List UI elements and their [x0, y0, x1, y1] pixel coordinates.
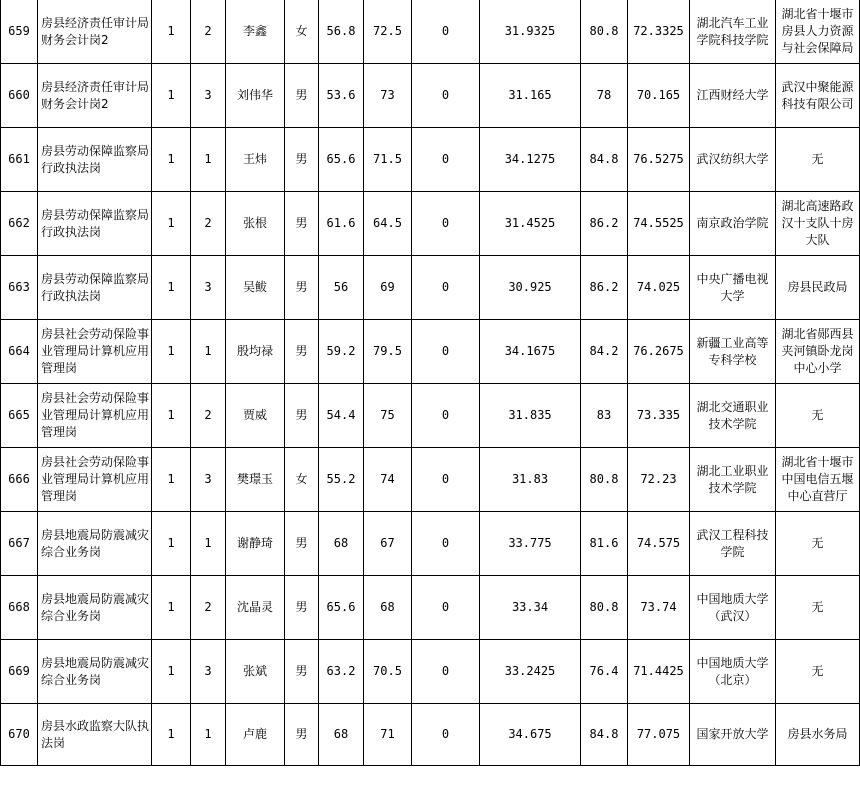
- written-score-cell: 56.8: [319, 0, 364, 64]
- table-row: [1, 704, 860, 766]
- rank-cell: 3: [191, 256, 226, 320]
- total-score-cell: 72.3325: [628, 0, 690, 64]
- position-cell: 房县经济责任审计局财务会计岗2: [38, 64, 152, 128]
- school-cell: 武汉纺织大学: [690, 128, 776, 192]
- total-score-cell: 73.335: [628, 384, 690, 448]
- workplace-cell: 无: [776, 576, 860, 640]
- gender-cell: 男: [285, 384, 319, 448]
- weighted-score-cell: 31.4525: [480, 192, 581, 256]
- rank-cell: 3: [191, 64, 226, 128]
- candidate-name-cell: 刘伟华: [226, 64, 285, 128]
- results-table-body: [1, 0, 860, 766]
- exam-score-cell: 84.2: [581, 320, 628, 384]
- rank-cell: 1: [191, 512, 226, 576]
- bonus-score-cell: 0: [412, 512, 480, 576]
- candidate-name-cell: 谢静琦: [226, 512, 285, 576]
- exam-score-cell: 80.8: [581, 0, 628, 64]
- position-cell: 房县劳动保障监察局行政执法岗: [38, 128, 152, 192]
- row-number: 667: [1, 512, 38, 576]
- quota-cell: 1: [152, 448, 191, 512]
- written-score-cell: 55.2: [319, 448, 364, 512]
- bonus-score-cell: 0: [412, 576, 480, 640]
- row-number: 666: [1, 448, 38, 512]
- candidate-name-cell: 张根: [226, 192, 285, 256]
- workplace-cell: 无: [776, 512, 860, 576]
- row-number: 661: [1, 128, 38, 192]
- exam-score-cell: 84.8: [581, 128, 628, 192]
- table-row: [1, 640, 860, 704]
- school-cell: 中国地质大学（北京）: [690, 640, 776, 704]
- rank-cell: 2: [191, 0, 226, 64]
- exam-score-cell: 86.2: [581, 192, 628, 256]
- rank-cell: 1: [191, 128, 226, 192]
- position-cell: 房县社会劳动保险事业管理局计算机应用管理岗: [38, 384, 152, 448]
- weighted-score-cell: 31.165: [480, 64, 581, 128]
- bonus-score-cell: 0: [412, 384, 480, 448]
- gender-cell: 男: [285, 128, 319, 192]
- total-score-cell: 74.575: [628, 512, 690, 576]
- candidate-name-cell: 吴鲅: [226, 256, 285, 320]
- gender-cell: 男: [285, 576, 319, 640]
- bonus-score-cell: 0: [412, 256, 480, 320]
- rank-cell: 1: [191, 704, 226, 766]
- exam-score-cell: 80.8: [581, 576, 628, 640]
- total-score-cell: 71.4425: [628, 640, 690, 704]
- candidate-name-cell: 张斌: [226, 640, 285, 704]
- row-number: 664: [1, 320, 38, 384]
- candidate-name-cell: 卢鹿: [226, 704, 285, 766]
- quota-cell: 1: [152, 320, 191, 384]
- gender-cell: 男: [285, 640, 319, 704]
- rank-cell: 2: [191, 576, 226, 640]
- table-row: [1, 384, 860, 448]
- row-number: 669: [1, 640, 38, 704]
- weighted-score-cell: 33.34: [480, 576, 581, 640]
- candidate-name-cell: 王炜: [226, 128, 285, 192]
- gender-cell: 男: [285, 512, 319, 576]
- workplace-cell: 房县水务局: [776, 704, 860, 766]
- exam-score-cell: 83: [581, 384, 628, 448]
- position-cell: 房县地震局防震减灾综合业务岗: [38, 576, 152, 640]
- row-number: 670: [1, 704, 38, 766]
- school-cell: 江西财经大学: [690, 64, 776, 128]
- school-cell: 南京政治学院: [690, 192, 776, 256]
- exam-score-cell: 86.2: [581, 256, 628, 320]
- written-score-cell: 61.6: [319, 192, 364, 256]
- bonus-score-cell: 0: [412, 0, 480, 64]
- written-score-cell: 65.6: [319, 576, 364, 640]
- table-row: [1, 192, 860, 256]
- quota-cell: 1: [152, 64, 191, 128]
- school-cell: 湖北汽车工业学院科技学院: [690, 0, 776, 64]
- candidate-name-cell: 殷均禄: [226, 320, 285, 384]
- rank-cell: 2: [191, 192, 226, 256]
- school-cell: 国家开放大学: [690, 704, 776, 766]
- bonus-score-cell: 0: [412, 448, 480, 512]
- gender-cell: 男: [285, 320, 319, 384]
- row-number: 665: [1, 384, 38, 448]
- bonus-score-cell: 0: [412, 192, 480, 256]
- table-row: [1, 256, 860, 320]
- quota-cell: 1: [152, 256, 191, 320]
- position-cell: 房县社会劳动保险事业管理局计算机应用管理岗: [38, 448, 152, 512]
- written-score-cell: 65.6: [319, 128, 364, 192]
- total-score-cell: 77.075: [628, 704, 690, 766]
- weighted-score-cell: 31.83: [480, 448, 581, 512]
- position-cell: 房县地震局防震减灾综合业务岗: [38, 640, 152, 704]
- table-row: [1, 64, 860, 128]
- row-number: 659: [1, 0, 38, 64]
- workplace-cell: 无: [776, 384, 860, 448]
- exam-score-cell: 80.8: [581, 448, 628, 512]
- bonus-score-cell: 0: [412, 640, 480, 704]
- written-score-cell: 56: [319, 256, 364, 320]
- bonus-score-cell: 0: [412, 704, 480, 766]
- total-score-cell: 70.165: [628, 64, 690, 128]
- workplace-cell: 房县民政局: [776, 256, 860, 320]
- interview-score-cell: 75: [364, 384, 412, 448]
- table-row: [1, 448, 860, 512]
- gender-cell: 男: [285, 256, 319, 320]
- row-number: 668: [1, 576, 38, 640]
- exam-score-cell: 84.8: [581, 704, 628, 766]
- weighted-score-cell: 34.1675: [480, 320, 581, 384]
- written-score-cell: 63.2: [319, 640, 364, 704]
- table-row: [1, 512, 860, 576]
- weighted-score-cell: 31.835: [480, 384, 581, 448]
- row-number: 663: [1, 256, 38, 320]
- table-row: [1, 320, 860, 384]
- interview-score-cell: 64.5: [364, 192, 412, 256]
- school-cell: 中央广播电视大学: [690, 256, 776, 320]
- written-score-cell: 68: [319, 512, 364, 576]
- quota-cell: 1: [152, 512, 191, 576]
- candidate-name-cell: 贾威: [226, 384, 285, 448]
- workplace-cell: 无: [776, 128, 860, 192]
- exam-score-cell: 81.6: [581, 512, 628, 576]
- position-cell: 房县地震局防震减灾综合业务岗: [38, 512, 152, 576]
- gender-cell: 女: [285, 0, 319, 64]
- total-score-cell: 74.5525: [628, 192, 690, 256]
- school-cell: 武汉工程科技学院: [690, 512, 776, 576]
- weighted-score-cell: 30.925: [480, 256, 581, 320]
- school-cell: 中国地质大学（武汉）: [690, 576, 776, 640]
- candidate-name-cell: 李鑫: [226, 0, 285, 64]
- interview-score-cell: 69: [364, 256, 412, 320]
- school-cell: 湖北交通职业技术学院: [690, 384, 776, 448]
- written-score-cell: 59.2: [319, 320, 364, 384]
- gender-cell: 男: [285, 704, 319, 766]
- interview-score-cell: 71: [364, 704, 412, 766]
- written-score-cell: 53.6: [319, 64, 364, 128]
- bonus-score-cell: 0: [412, 320, 480, 384]
- quota-cell: 1: [152, 640, 191, 704]
- position-cell: 房县社会劳动保险事业管理局计算机应用管理岗: [38, 320, 152, 384]
- interview-score-cell: 70.5: [364, 640, 412, 704]
- position-cell: 房县水政监察大队执法岗: [38, 704, 152, 766]
- rank-cell: 3: [191, 448, 226, 512]
- quota-cell: 1: [152, 192, 191, 256]
- gender-cell: 男: [285, 64, 319, 128]
- quota-cell: 1: [152, 704, 191, 766]
- total-score-cell: 72.23: [628, 448, 690, 512]
- written-score-cell: 54.4: [319, 384, 364, 448]
- rank-cell: 3: [191, 640, 226, 704]
- position-cell: 房县劳动保障监察局行政执法岗: [38, 192, 152, 256]
- workplace-cell: 武汉中聚能源科技有限公司: [776, 64, 860, 128]
- school-cell: 新疆工业高等专科学校: [690, 320, 776, 384]
- bonus-score-cell: 0: [412, 64, 480, 128]
- weighted-score-cell: 31.9325: [480, 0, 581, 64]
- candidate-name-cell: 樊璟玉: [226, 448, 285, 512]
- interview-score-cell: 74: [364, 448, 412, 512]
- gender-cell: 男: [285, 192, 319, 256]
- table-row: [1, 0, 860, 64]
- total-score-cell: 76.5275: [628, 128, 690, 192]
- interview-score-cell: 71.5: [364, 128, 412, 192]
- exam-score-cell: 76.4: [581, 640, 628, 704]
- gender-cell: 女: [285, 448, 319, 512]
- written-score-cell: 68: [319, 704, 364, 766]
- total-score-cell: 76.2675: [628, 320, 690, 384]
- workplace-cell: 湖北省郧西县夹河镇卧龙岗中心小学: [776, 320, 860, 384]
- bonus-score-cell: 0: [412, 128, 480, 192]
- position-cell: 房县劳动保障监察局行政执法岗: [38, 256, 152, 320]
- weighted-score-cell: 33.2425: [480, 640, 581, 704]
- quota-cell: 1: [152, 128, 191, 192]
- weighted-score-cell: 34.675: [480, 704, 581, 766]
- interview-score-cell: 72.5: [364, 0, 412, 64]
- candidate-name-cell: 沈晶灵: [226, 576, 285, 640]
- row-number: 660: [1, 64, 38, 128]
- workplace-cell: 湖北省十堰市中国电信五堰中心直营厅: [776, 448, 860, 512]
- quota-cell: 1: [152, 384, 191, 448]
- rank-cell: 2: [191, 384, 226, 448]
- exam-score-cell: 78: [581, 64, 628, 128]
- weighted-score-cell: 34.1275: [480, 128, 581, 192]
- quota-cell: 1: [152, 0, 191, 64]
- row-number: 662: [1, 192, 38, 256]
- interview-score-cell: 68: [364, 576, 412, 640]
- position-cell: 房县经济责任审计局财务会计岗2: [38, 0, 152, 64]
- school-cell: 湖北工业职业技术学院: [690, 448, 776, 512]
- workplace-cell: 无: [776, 640, 860, 704]
- rank-cell: 1: [191, 320, 226, 384]
- weighted-score-cell: 33.775: [480, 512, 581, 576]
- workplace-cell: 湖北高速路政汉十支队十房大队: [776, 192, 860, 256]
- quota-cell: 1: [152, 576, 191, 640]
- total-score-cell: 73.74: [628, 576, 690, 640]
- interview-score-cell: 67: [364, 512, 412, 576]
- table-row: [1, 576, 860, 640]
- interview-score-cell: 79.5: [364, 320, 412, 384]
- workplace-cell: 湖北省十堰市房县人力资源与社会保障局: [776, 0, 860, 64]
- interview-score-cell: 73: [364, 64, 412, 128]
- table-row: [1, 128, 860, 192]
- total-score-cell: 74.025: [628, 256, 690, 320]
